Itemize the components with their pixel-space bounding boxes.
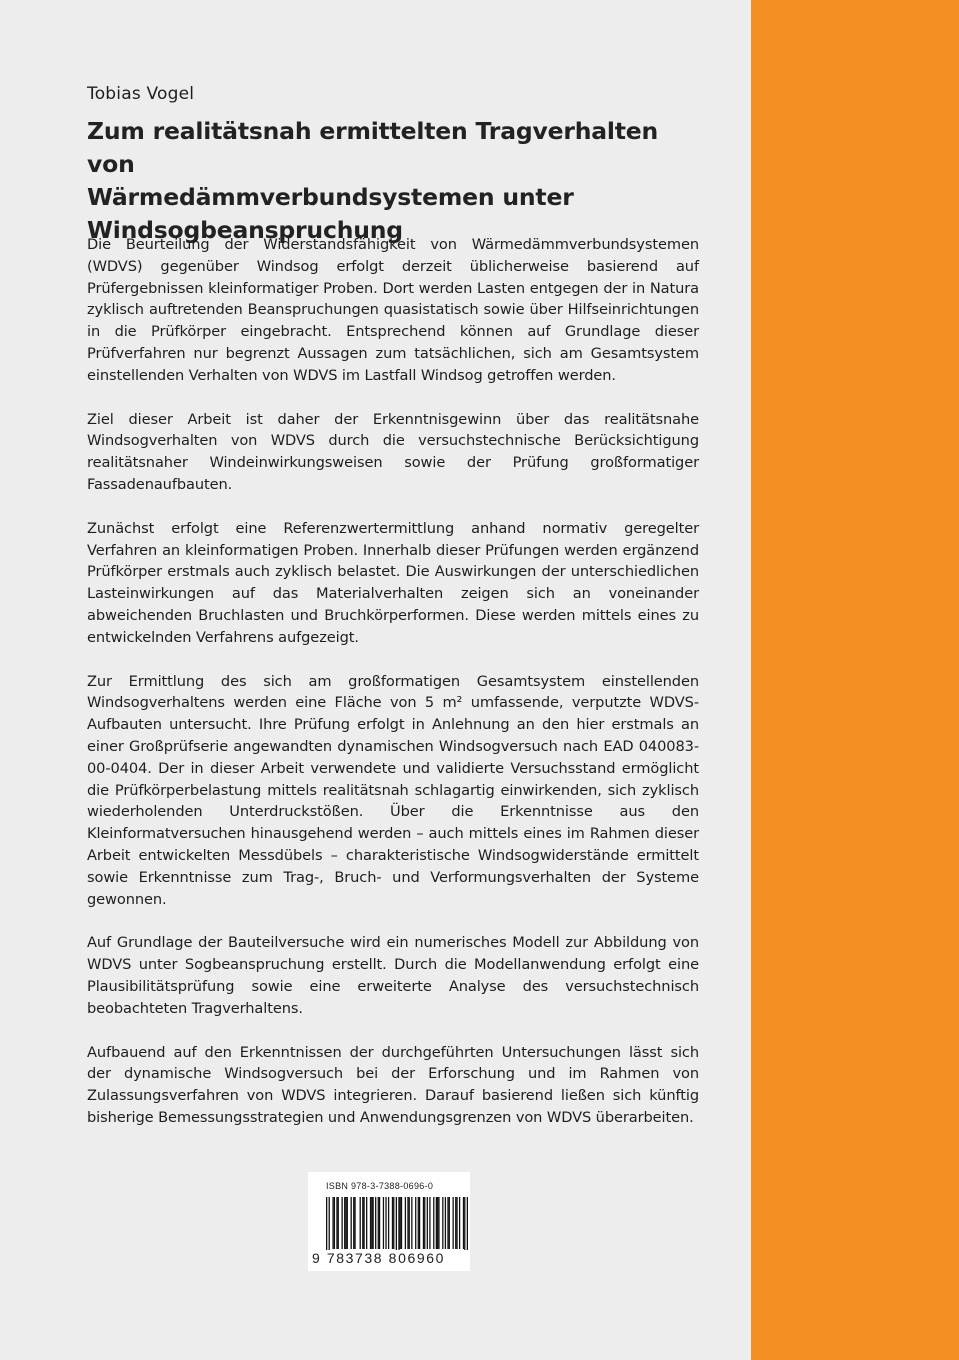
abstract-paragraph: Aufbauend auf den Erkenntnissen der durchgeführten Untersuchungen lässt sich der dynamische Windsogversuch bei der Erforschung und im Rahmen von Zulassungsverfahren von WDVS integrieren. Darauf basierend ließen sich künftig bisherige Bemessungsstrategien und Anwendungsgrenzen von WDVS überarbeiten.	[87, 1043, 699, 1126]
abstract-paragraph: Auf Grundlage der Bauteilversuche wird ein numerisches Modell zur Abbildung von WDVS unter Sogbeanspruchung erstellt. Durch die Modellanwendung erfolgt eine Plausibilitätsprüfung sowie eine erweiterte Analyse des versuchstechnisch beobachteten Tragverhaltens.	[87, 934, 699, 1017]
isbn-label: ISBN 978-3-7388-0696-0	[326, 1181, 434, 1191]
title-line: Windsogbeanspruchung	[87, 216, 403, 244]
abstract-paragraph: Ziel dieser Arbeit ist daher der Erkenntnisgewinn über das realitätsnahe Windsogverhalten von WDVS durch die versuchstechnische Berücksichtigung realitätsnaher Windeinwirkungsweisen sowie der Prüfung großformatiger Fassadenaufbauten.	[87, 410, 699, 493]
barcode-digits: 9 783738 806960	[312, 1250, 468, 1266]
book-title	[87, 115, 707, 247]
isbn-barcode-box	[308, 1172, 470, 1271]
abstract-paragraph: Zunächst erfolgt eine Referenzwertermittlung anhand normativ geregelter Verfahren an kleinformatigen Proben. Innerhalb dieser Prüfungen werden ergänzend Prüfkörper erstmals auch zyklisch belastet. Die Auswirkungen der unterschiedlichen Lasteinwirkungen auf das Materialverhalten zeigen sich an voneinander abweichenden Bruchlasten und Bruchkörperformen. Diese werden mittels eines zu entwickelnden Verfahrens aufgezeigt.	[87, 519, 699, 646]
abstract-paragraph: Zur Ermittlung des sich am großformatigen Gesamtsystem einstellenden Windsogverhaltens werden eine Fläche von 5 m² umfassende, verputzte WDVS-Aufbauten untersucht. Ihre Prüfung erfolgt in Anlehnung an den hier erstmals an einer Großprüfserie angewandten dynamischen Windsogversuch nach EAD 040083-00-0404. Der in dieser Arbeit verwendete und validierte Versuchsstand ermöglicht die Prüfkörperbelastung mittels realitätsnah schlagartig einwirkenden, sich zyklisch wiederholenden Unterdruckstößen. Über die Erkenntnisse aus den Kleinformatversuchen hinausgehend werden – auch mittels eines im Rahmen dieser Arbeit entwickelten Messdübels – charakteristische Windsogwiderstände ermittelt sowie Erkenntnisse zum Trag-, Bruch- und Verformungsverhalten der Systeme gewonnen.	[87, 672, 699, 908]
title-line: Wärmedämmverbundsystemen unter	[87, 183, 574, 211]
title-line: Zum realitätsnah ermittelten Tragverhalten von	[87, 117, 659, 178]
author-name: Tobias Vogel	[87, 84, 195, 104]
abstract-text	[87, 234, 699, 1151]
orange-side-band	[751, 0, 959, 1360]
abstract-paragraph: Die Beurteilung der Widerstandsfähigkeit von Wärmedämmverbundsystemen (WDVS) gegenüber Windsog erfolgt derzeit üblicherweise basierend auf Prüfergebnissen kleinformatiger Proben. Dort werden Lasten entgegen der in Natura zyklisch auftretenden Beanspruchungen quasistatisch sowie über Hilfseinrichtungen in die Prüfkörper eingebracht. Entsprechend können auf Grundlage dieser Prüfverfahren nur begrenzt Aussagen zum tatsächlichen, sich am Gesamtsystem einstellenden Verhalten von WDVS im Lastfall Windsog getroffen werden.	[87, 236, 699, 384]
